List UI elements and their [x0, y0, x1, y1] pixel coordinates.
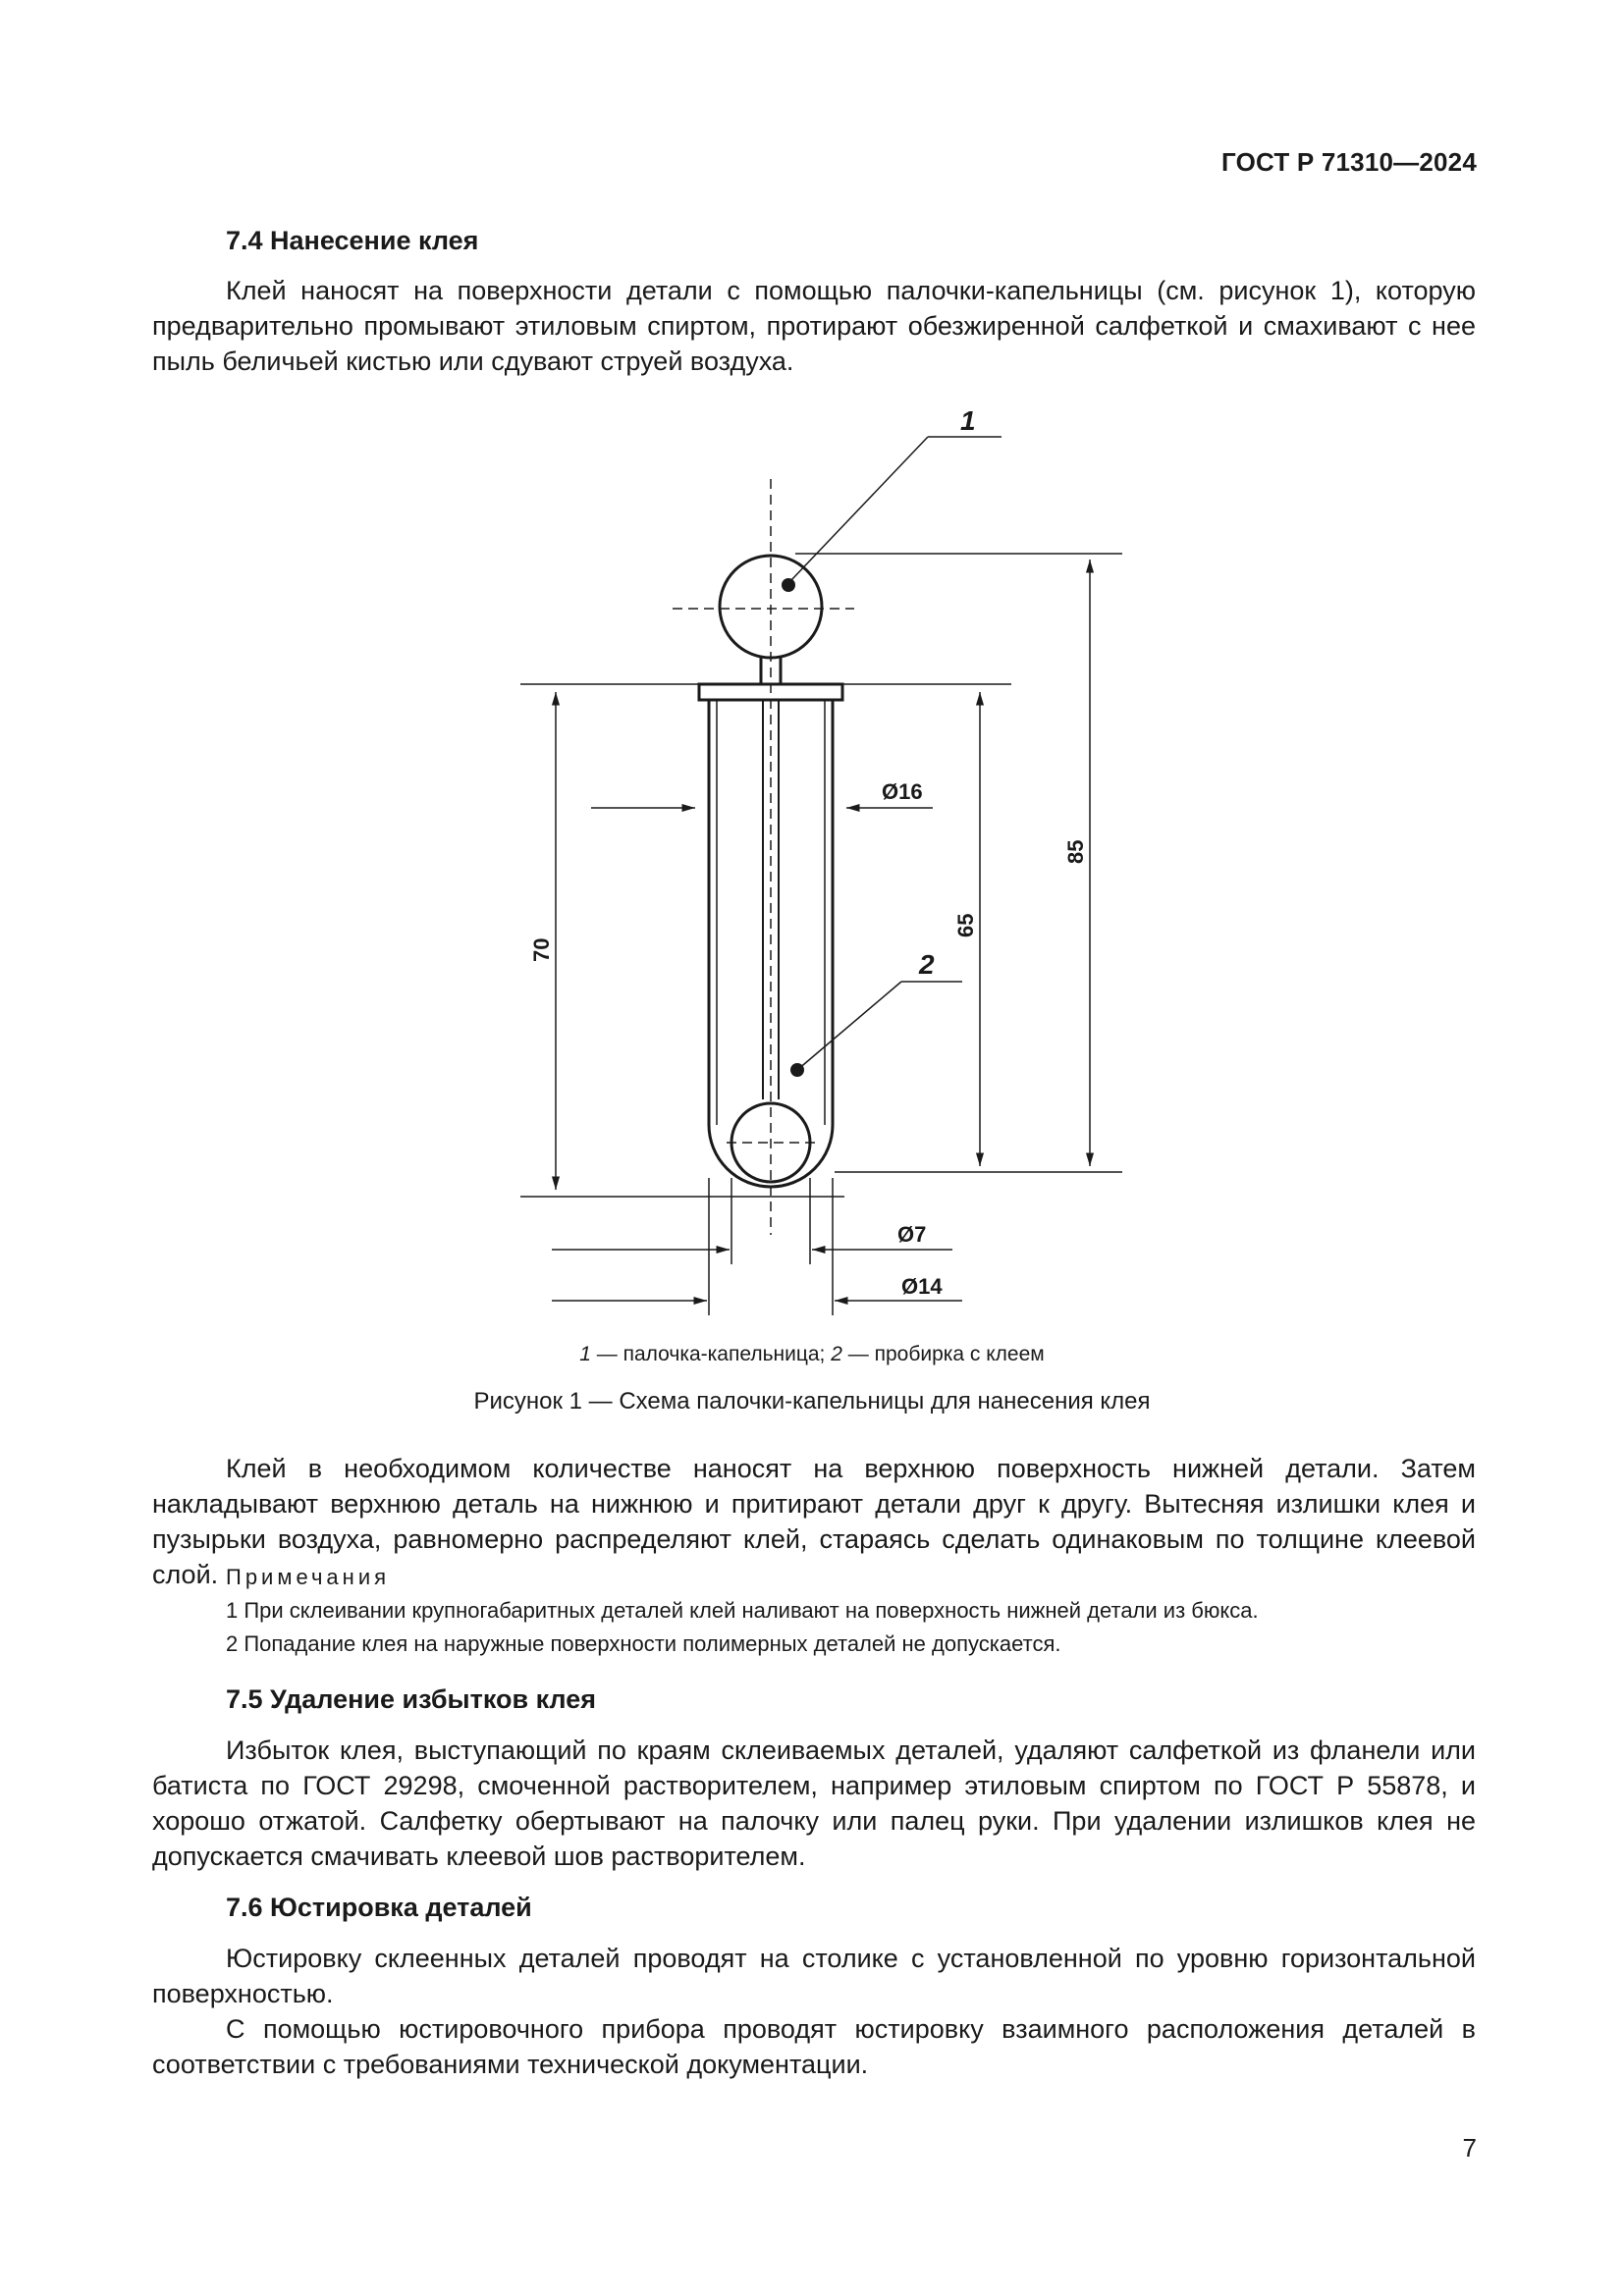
leader-line-1	[790, 437, 928, 581]
notes-heading: Примечания	[226, 1565, 391, 1589]
figure-drop-stick-diagram	[393, 402, 1237, 1345]
leader-dot-1	[782, 578, 795, 592]
dim-label-70: 70	[529, 937, 554, 962]
legend-item-1-text: — палочка-капельница;	[590, 1343, 832, 1365]
dim-label-65: 65	[953, 913, 978, 937]
callout-2-label: 2	[919, 949, 935, 980]
figure-caption: Рисунок 1 — Схема палочки-капельницы для нанесения клея	[473, 1388, 1151, 1415]
leader-dot-2	[790, 1063, 804, 1077]
legend-item-2-number: 2	[831, 1343, 842, 1365]
dim-label-d14: Ø14	[901, 1274, 943, 1299]
section-7-5-title: 7.5 Удаление избытков клея	[226, 1684, 596, 1714]
legend-item-2-text: — пробирка с клеем	[841, 1343, 1045, 1365]
section-7-6-paragraph-1: Юстировку склеенных деталей проводят на столике с установленной по уровню горизонтальной поверхностью.	[152, 1944, 1476, 2008]
section-7-4-title: 7.4 Нанесение клея	[226, 226, 479, 255]
section-7-6-title: 7.6 Юстировка деталей	[226, 1893, 532, 1922]
figure-legend	[0, 1343, 1624, 1366]
page-number: 7	[1462, 2133, 1477, 2163]
section-7-5-paragraph: Избыток клея, выступающий по краям склеиваемых деталей, удаляют салфеткой из фланели или батиста по ГОСТ 29298, смоченной растворителем, например этиловым спиртом по ГОСТ Р 55878, и хорошо отжатой. Салфетку обертывают на палочку или палец руки. При удалении излишков клея не допускается смачивать клеевой шов растворителем.	[152, 1735, 1476, 1871]
section-7-4-paragraph-2: Клей в необходимом количестве наносят на верхнюю поверхность нижней детали. Затем накладывают верхнюю деталь на нижнюю и притирают детали друг к другу. Вытесняя излишки клея и пузырьки воздуха, равномерно распределяют клей, стараясь сделать одинаковым по толщине клеевой слой.	[152, 1454, 1476, 1589]
leader-line-2	[797, 982, 901, 1070]
section-7-4-paragraph-1: Клей наносят на поверхности детали с помощью палочки-капельницы (см. рисунок 1), которую предварительно промывают этиловым спиртом, протирают обезжиренной салфеткой и смахивают с нее пыль беличьей кистью или сдувают струей воздуха.	[152, 276, 1476, 376]
dim-label-d7: Ø7	[897, 1222, 927, 1247]
dim-label-85: 85	[1063, 839, 1088, 864]
document-id-header: ГОСТ Р 71310—2024	[1221, 147, 1477, 177]
callout-1-label: 1	[960, 405, 976, 436]
note-item-2: 2 Попадание клея на наружные поверхности полимерных деталей не допускается.	[226, 1631, 1061, 1656]
legend-item-1-number: 1	[579, 1343, 591, 1365]
note-item-1: 1 При склеивании крупногабаритных деталей клей наливают на поверхность нижней детали из бюкса.	[226, 1598, 1259, 1623]
dim-label-d16: Ø16	[882, 779, 923, 804]
section-7-6-paragraph-2: С помощью юстировочного прибора проводят юстировку взаимного расположения деталей в соответствии с требованиями технической документации.	[152, 2014, 1476, 2079]
